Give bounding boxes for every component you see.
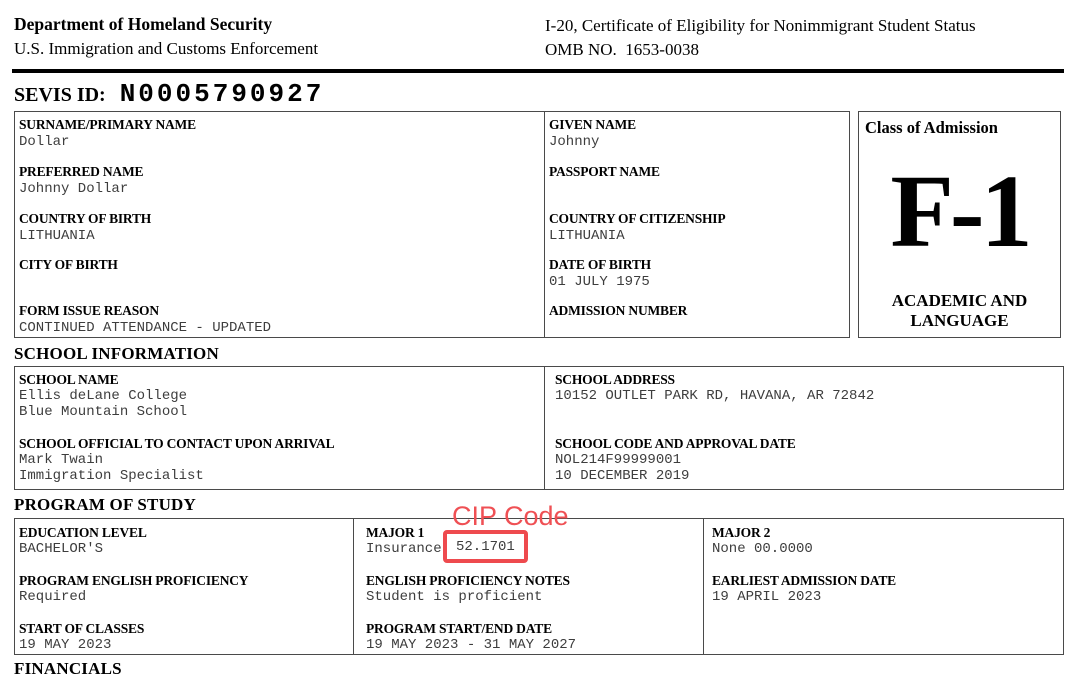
- program-dates-value: 19 MAY 2023 - 31 MAY 2027: [366, 637, 577, 653]
- citizenship-value: LITHUANIA: [549, 228, 625, 244]
- visa-class-subtitle-line1: ACADEMIC AND: [891, 291, 1028, 310]
- program-dates-label: PROGRAM START/END DATE: [366, 621, 552, 636]
- school-column-divider: [544, 367, 545, 489]
- school-official-label: SCHOOL OFFICIAL TO CONTACT UPON ARRIVAL: [19, 436, 335, 451]
- country-of-birth-value: LITHUANIA: [19, 228, 95, 244]
- agency-name: Department of Homeland Security: [14, 14, 273, 34]
- form-issue-reason-label: FORM ISSUE REASON: [19, 303, 159, 318]
- education-level-value: BACHELOR'S: [19, 541, 104, 557]
- english-notes-label: ENGLISH PROFICIENCY NOTES: [366, 573, 570, 588]
- visa-class-subtitle-line2: LANGUAGE: [910, 310, 1009, 330]
- english-notes-value: Student is proficient: [366, 589, 543, 605]
- major1-label: MAJOR 1: [366, 525, 425, 540]
- cip-code-highlight-box: [443, 530, 528, 563]
- form-title: I-20, Certificate of Eligibility for Nonimmigrant Student Status: [545, 16, 976, 35]
- program-section-title: PROGRAM OF STUDY: [14, 495, 197, 514]
- school-official-name: Mark Twain: [19, 452, 104, 468]
- major1-name-value: Insurance: [366, 541, 442, 557]
- city-of-birth-label: CITY OF BIRTH: [19, 257, 118, 272]
- omb-number: OMB NO. 1653-0038: [545, 40, 699, 59]
- program-column-divider-1: [353, 519, 354, 654]
- program-of-study-box: [14, 518, 1064, 655]
- school-section-title: SCHOOL INFORMATION: [14, 344, 219, 363]
- sevis-id-value: N0005790927: [119, 79, 325, 109]
- citizenship-label: COUNTRY OF CITIZENSHIP: [549, 211, 726, 226]
- passport-name-label: PASSPORT NAME: [549, 164, 660, 179]
- student-info-box: [14, 111, 850, 338]
- start-of-classes-value: 19 MAY 2023: [19, 637, 112, 653]
- preferred-name-value: Johnny Dollar: [19, 181, 129, 197]
- school-address-label: SCHOOL ADDRESS: [555, 372, 675, 387]
- major1-cip-value: 52.1701: [456, 539, 515, 555]
- school-approval-date-value: 10 DECEMBER 2019: [555, 468, 690, 484]
- earliest-admission-value: 19 APRIL 2023: [712, 589, 822, 605]
- country-of-birth-label: COUNTRY OF BIRTH: [19, 211, 152, 226]
- admission-number-label: ADMISSION NUMBER: [549, 303, 688, 318]
- agency-subname: U.S. Immigration and Customs Enforcement: [14, 39, 319, 58]
- surname-label: SURNAME/PRIMARY NAME: [19, 117, 196, 132]
- sevis-id-row: [14, 79, 324, 109]
- english-proficiency-value: Required: [19, 589, 87, 605]
- school-name-line2: Blue Mountain School: [19, 404, 188, 420]
- major2-label: MAJOR 2: [712, 525, 771, 540]
- form-issue-reason-value: CONTINUED ATTENDANCE - UPDATED: [19, 320, 272, 336]
- sevis-id-label: SEVIS ID:: [14, 84, 106, 106]
- class-of-admission-box: [858, 111, 1061, 338]
- date-of-birth-value: 01 JULY 1975: [549, 274, 650, 290]
- date-of-birth-label: DATE OF BIRTH: [549, 257, 651, 272]
- preferred-name-label: PREFERRED NAME: [19, 164, 144, 179]
- school-info-box: [14, 366, 1064, 490]
- school-name-line1: Ellis deLane College: [19, 388, 188, 404]
- class-of-admission-title: Class of Admission: [865, 118, 998, 137]
- major2-value: None 00.0000: [712, 541, 813, 557]
- cip-code-annotation: CIP Code: [452, 501, 569, 531]
- school-code-value: NOL214F99999001: [555, 452, 682, 468]
- start-of-classes-label: START OF CLASSES: [19, 621, 145, 636]
- school-official-title: Immigration Specialist: [19, 468, 204, 484]
- financials-section-title: FINANCIALS: [14, 659, 122, 678]
- student-column-divider: [544, 112, 545, 337]
- visa-class-value: F-1: [890, 154, 1029, 269]
- earliest-admission-label: EARLIEST ADMISSION DATE: [712, 573, 896, 588]
- surname-value: Dollar: [19, 134, 70, 150]
- english-proficiency-label: PROGRAM ENGLISH PROFICIENCY: [19, 573, 249, 588]
- school-code-label: SCHOOL CODE AND APPROVAL DATE: [555, 436, 796, 451]
- program-column-divider-2: [703, 519, 704, 654]
- header-divider: [12, 69, 1064, 73]
- school-name-label: SCHOOL NAME: [19, 372, 119, 387]
- given-name-value: Johnny: [549, 134, 600, 150]
- education-level-label: EDUCATION LEVEL: [19, 525, 147, 540]
- given-name-label: GIVEN NAME: [549, 117, 636, 132]
- visa-class-subtitle: [859, 291, 1060, 330]
- school-address-value: 10152 OUTLET PARK RD, HAVANA, AR 72842: [555, 388, 875, 404]
